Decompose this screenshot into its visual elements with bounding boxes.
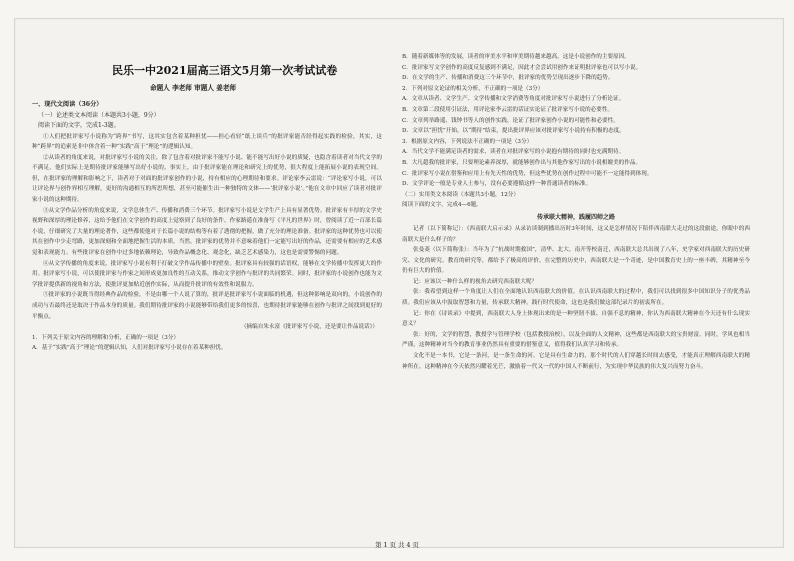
exam-title: 民乐一中2021届高三语文5月第一次考试试卷: [112, 64, 338, 77]
interview-paragraph: 张曼菱（以下简称张）：当年为了“抗战时期救国”，清华、北大、南开等校南迁，西南联大总共出现了八年，史学家对西南联大的历史研究、文化的研究、教育的研究等，都给予了极高的评价。在完整的历史中，西南联大是一个奇迹，是中国教育史上的一座丰碑，其精神至今仍有巨大的价值。: [402, 247, 750, 275]
interview-paragraph: 张：好的，文学的智慧，教授学与管理学校（包括教授治校），以及全面的人文精神，这些都是西南联大的宝贵财富。同时，学风也相当严谨，这种精神对当今的教育事业仍然具有重要的借鉴意义，值得我们认真学习和传承。: [402, 331, 750, 349]
passage-paragraph: ②从读者的角度来说，对批评家写小说的关注，除了包含着对批评家不能写小说、能不能写出好小说的质疑，也隐含着读者对当代文学的不满足，他们实际上是期待批评家能够写出好小说的。事实上，由于批评家能在理论和研究上的优势，很大程度上能拓展小说的表现空间。但，在批评家的理解和影响之下，读者对于对面的批评家创作的小说，持有相应的心理期待和要求。评论家李云雷说：“评论家写小说，可以让评论界与创作界相互理解，更好的沟通相互的所思所想，甚至可能催生出一种独特的文体——‘批评家小说’。”他在文章中回应了读者对批评家小说的这种期待。: [32, 154, 382, 204]
question-1: 1．下列关于原文内容的理解和分析，正确的一项是（3分）: [32, 334, 179, 341]
question-3: 3．根据原文内容，下列说法不正确的一项是（3分）: [402, 138, 533, 145]
question-line: C．批评家写小说在借鉴和应用上有先天性的优势，但这些优势在创作过程中可能不一定能得到体现。: [402, 170, 653, 177]
right-column: [402, 52, 750, 535]
question-line: C．文章列举路遥、钱钟书等人的创作实践，论证了批评家创作小说的可能性和必要性。: [402, 117, 619, 124]
question-line: B．文章第二段使用引证法，用评论家李云雷的话证实论证了批评家写小说的必要性。: [402, 106, 614, 113]
question-line: B．大凡超我的批评家，只要理论素养深厚，就能够创作出与其他作家写出的小说相媲美的作品。: [402, 159, 642, 166]
interview-paragraph: 张：我希望到这样一个角度让人们在全面地认识西南联大的价值。在认识西南联大的过程中，我们可以找到很多中国知识分子的优秀品质。我们应该从中汲取智慧和力量，传承联大精神，践行时代使命，这也是我们做这部纪录片的初衷所在。: [402, 289, 750, 307]
left-column: [32, 100, 382, 535]
passage-paragraph: ①人们把批评家写小说称为“跨界”书写，这其实包含着某种担忧——担心看轻“纸上谈兵”的批评家能否经得起实践的检验，其实，这种“跨界”的追索是非中体含着一种“实践”高于“理论”的逻辑认知。: [32, 133, 382, 151]
question-1-option-a: A．基于“实践”高于“理论”的逻辑认知，人们对批评家写小说存在着某种担忧。: [32, 345, 227, 352]
interview-paragraph: 文化不是一本书，它是一条河，是一条生命的河。它是具有生命力的，那个时代的人们穿越长时间去感受，才能真正理解西南联大的精神所在。这种精神在今天依然闪耀着光芒，激励着一代又一代的中国人不断前行，为实现中华民族的伟大复兴而努力奋斗。: [402, 353, 750, 370]
question-line: B．随着新媒体等的发展，读者的审美水平和审美期待越来越高，这是小说创作的主要原因。: [402, 54, 630, 60]
subsection-heading: （二）实用类文本阅读（本题共3小题，12分）: [402, 191, 519, 198]
interview-paragraph: 记：你在《诗谈录》中提到，西南联大人身上体现出来的是一种坚韧不拔、自强不息的精神，你认为西南联大精神在今天还有什么现实意义？: [402, 310, 750, 328]
passage-paragraph: ⑤批评家的小说既当得经典作品的检验，不是由哪一个人说了算的，批评是批评家写小说面临的机遇，但这种影响是双向的，小说创作的成功与否最终还是取决于作品本身的质量。我们期待批评家的小说能够带给我们更多的惊喜，也期待批评家能够在创作与批评之间找到更好的平衡点。: [32, 292, 382, 320]
question-line: D．文学评论一般是专业人士参与，没有必要遵循这样一种普通读者的标准。: [402, 181, 592, 188]
question-line: D．在文学的生产、传播和消费这三个环节中，批评家的优势呈现出逐步下降的趋势。: [402, 75, 614, 82]
page-number: 第 1 页 共 4 页: [375, 541, 419, 549]
question-2: 2．下列对原文论证的相关分析，不正确的一项是（3分）: [402, 85, 544, 92]
passage-paragraph: ④从文学传播的角度来说，批评家写小说有利于打破文学作品传播中的壁垒。批评家具有较强的话语权，能够在文学传播中发挥更大的作用。批评家写小说，可以使批评家与作家之间形成更加良性的互动关系，推动文学创作与批评的共同繁荣。同时，批评家的小说创作也能为文学批评提供新的视角和方法，使批评更加贴近创作实际，从而提升批评的有效性和说服力。: [32, 260, 382, 288]
section-heading: 一、现代文阅读（36分）: [32, 101, 103, 108]
question-line: C．批评家写文学创作的高度反复感到不满足，因此才会尝试用创作来证明批评家也可以写小说。: [402, 64, 642, 71]
subsection-heading: （一）论述类文本阅读（本题共3小题，9分）: [38, 111, 160, 119]
question-line: A．文章从读者、文学生产、文学传播和文学消费等角度对批评家写小说进行了分析论证。: [402, 96, 625, 103]
instruction-text: 阅读下面的文字，完成4—6题。: [402, 202, 482, 209]
instruction-text: 阅读下面的文字，完成1-3题。: [38, 122, 120, 129]
interview-paragraph: 记：应该以一种什么样的视角去研究西南联大呢？: [413, 278, 538, 285]
question-line: A．当代文学不能满足读者的需求，读者在对批评家写的小说抱有期待的同时也充满期待。: [402, 149, 625, 156]
question-line: D．文章以“担忧”开始，以“期待”结束，提出批评界应该对批评家写小说持有积极的态度。: [402, 128, 625, 135]
exam-authors: 命题人 李老师 审题人 姜老师: [150, 84, 237, 92]
interview-paragraph: 记者（以下简称记）：《西南联大启示录》从录访谈制到播出历时3年时间，这又是怎样情况下陪伴西南联大走过的这段旅途，你眼中的西南联大是什么样子的？: [402, 225, 750, 243]
passage-paragraph: ③从文学作品分析的角度来说，文学总体生产、传播和消费三个环节。批评家写小说是文学生产上具有显著优势。批评家有丰厚的文学史视野和深厚的理论修养，这给予他们在文学创作的高度上觉察到了良好的条件。作家路遥在准备写《平凡的世界》时，曾阅读了近一百部长篇小说，仔细研究了大量的理论著作，这些都使他对于长篇小说的结构等有着了透彻的把握，做了充分的理论准备。批评家的这种优势也可以使其在创作中少走弯路，更加深刻和全面地把握生活的本质。当然，批评家的优势并不意味着他们一定能写出好的作品，还需要有相应的艺术感觉和表现能力。有些批评家在创作中过多地依赖理论，导致作品概念化、观念化，缺乏艺术感染力，这也是需要警惕的问题。: [32, 207, 382, 257]
article-title: 传承联大精神，践履四师之路: [536, 213, 615, 221]
passage-source: （摘编自朱永富《批评家写小说，还是要让作品说话》）: [240, 324, 378, 331]
